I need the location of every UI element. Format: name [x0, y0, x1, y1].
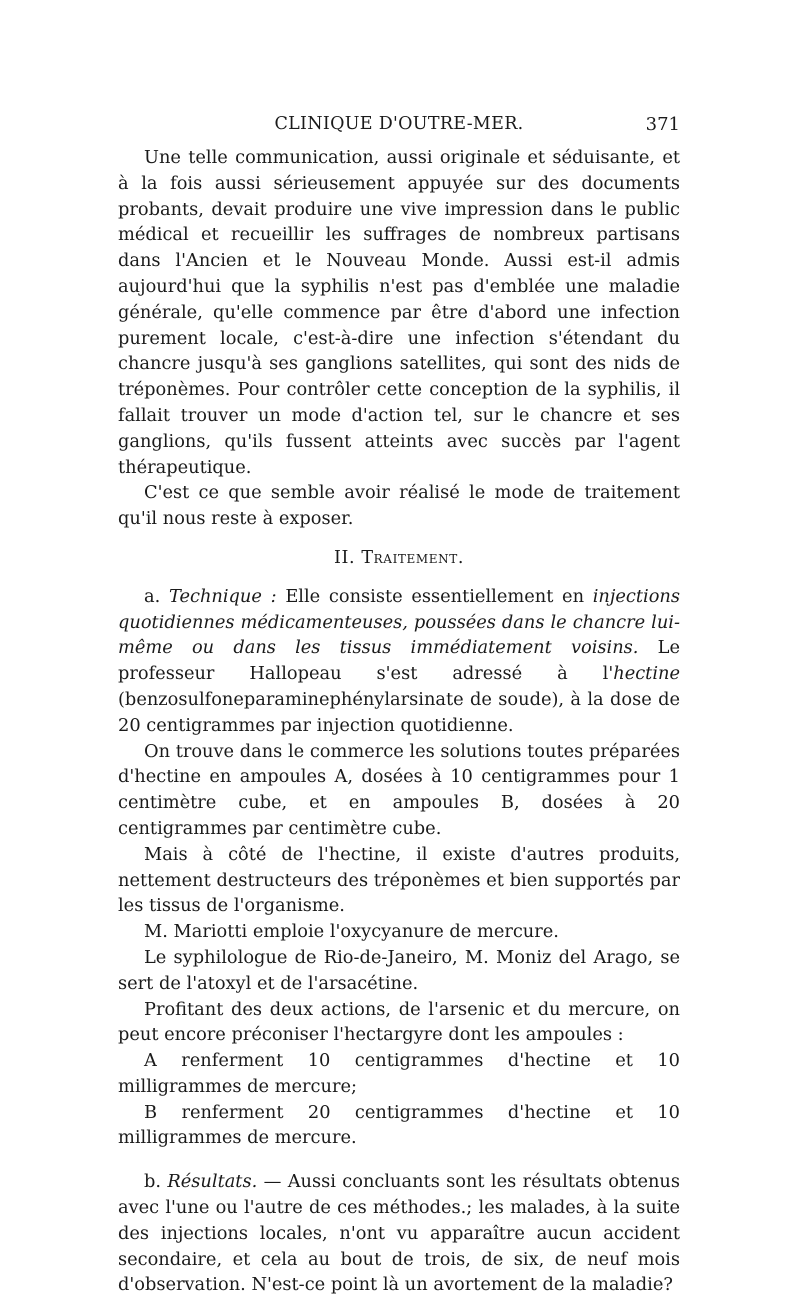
- page-header: [118, 114, 680, 140]
- paragraph: Profitant des deux actions, de l'arsenic et du mercure, on peut encore préconiser l'hectargyre dont les ampoules :: [118, 998, 680, 1046]
- paragraph-technique: [118, 584, 680, 739]
- paragraph: B renferment 20 centigrammes d'hectine et 10 milligrammes de mercure.: [118, 1101, 680, 1149]
- paragraph: C'est ce que semble avoir réalisé le mode de traitement qu'il nous reste à exposer.: [118, 482, 680, 530]
- section-number: II.: [334, 547, 356, 568]
- subsection-letter: a.: [144, 585, 161, 607]
- subsection-letter: b.: [144, 1171, 162, 1193]
- paragraph: Une telle communication, aussi originale et séduisante, et à la fois aussi sérieusement appuyée sur des documents probants, devait produire une vive impression dans le public médical et recueillir les suffrages de nombreux partisans dans l'Ancien et le Nouveau Monde. Aussi est-il admis aujourd'hui que la syphilis n'est pas d'emblée une maladie générale, qu'elle commence par être d'abord une infection purement locale, c'est-à-dire une infection s'étendant du chancre jusqu'à ses ganglions satellites, qui sont des nids de tréponèmes. Pour contrôler cette conception de la syphilis, il fallait trouver un mode d'action tel, sur le chancre et ses ganglions, qu'ils fussent atteints avec succès par l'agent thérapeutique.: [118, 147, 680, 478]
- text-run: — Aussi concluants sont les résultats obtenus avec l'une ou l'autre de ces méthodes.; les malades, à la suite des injections locales, n'ont vu apparaître aucun accident secondaire, et cela au bout de trois, de six, de neuf mois d'observation. N'est-ce point là un avortement de la maladie?: [118, 1171, 681, 1296]
- page-number: 371: [645, 114, 680, 135]
- running-title: CLINIQUE D'OUTRE-MER.: [274, 114, 524, 134]
- paragraph: Mais à côté de l'hectine, il existe d'autres produits, nettement destructeurs des tréponèmes et bien supportés par les tissus de l'organisme.: [118, 843, 680, 917]
- paragraph-resultats: [118, 1169, 680, 1298]
- emphasis-run: injections quotidiennes médicamenteuses, poussées dans le chancre lui-même ou dans les tissus immédiatement voisins.: [118, 585, 680, 659]
- text-run: Le professeur Hallopeau s'est adressé à l': [118, 637, 681, 685]
- section-heading: [118, 546, 680, 572]
- emphasis-hectine: hectine: [613, 663, 680, 685]
- subsection-label: Résultats.: [167, 1171, 258, 1193]
- paragraph: Le syphilologue de Rio-de-Janeiro, M. Moniz del Arago, se sert de l'atoxyl et de l'arsacétine.: [118, 946, 680, 994]
- paragraph: On trouve dans le commerce les solutions toutes préparées d'hectine en ampoules A, dosées à 10 centigrammes pour 1 centimètre cube, et en ampoules B, dosées à 20 centigrammes par centimètre cube.: [118, 740, 680, 839]
- section-title: Traitement.: [361, 547, 464, 568]
- paragraph: A renferment 10 centigrammes d'hectine et 10 milligrammes de mercure;: [118, 1050, 680, 1097]
- body-text: [118, 145, 680, 1298]
- text-run: Elle consiste essentiellement en: [285, 585, 585, 607]
- paragraph: M. Mariotti emploie l'oxycyanure de mercure.: [144, 921, 559, 943]
- subsection-label: Technique :: [168, 585, 277, 607]
- text-run: (benzosulfoneparaminephénylarsinate de soude), à la dose de 20 centigrammes par injection quotidienne.: [118, 688, 680, 736]
